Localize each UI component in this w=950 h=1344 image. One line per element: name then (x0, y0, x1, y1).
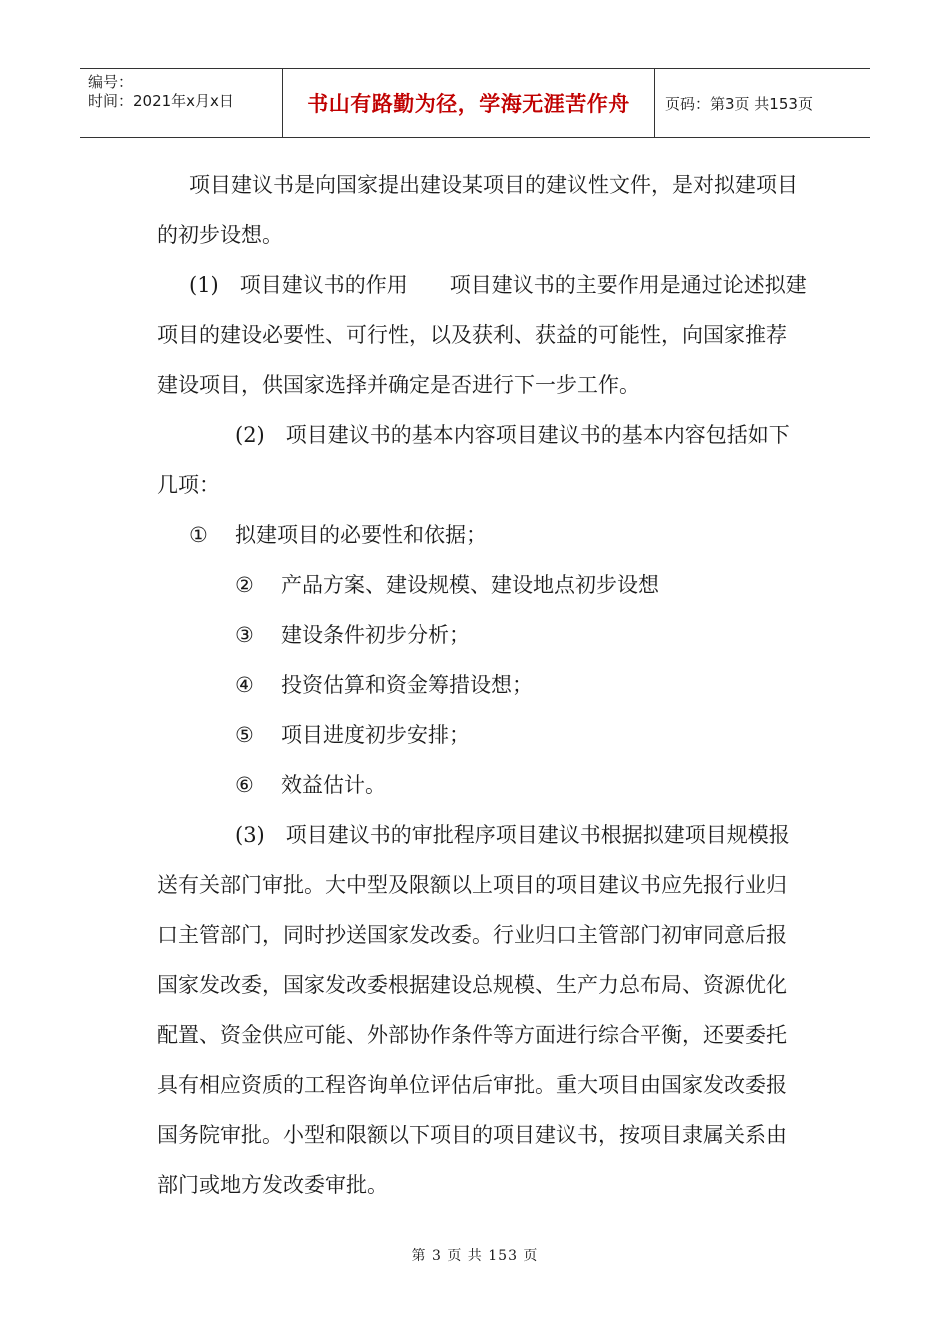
list-marker: ⑤ (235, 723, 254, 747)
list-marker: ① (189, 523, 208, 547)
list-item-text: 投资估算和资金筹措设想； (281, 673, 533, 697)
list-marker: ② (235, 573, 254, 597)
list-item (157, 660, 807, 710)
intro-paragraph: 项目建议书是向国家提出建设某项目的建议性文件，是对拟建项目的初步设想。 (157, 173, 798, 247)
doc-number-label: 编号： (88, 73, 134, 91)
time-label: 时间：2021年x月x日 (88, 92, 234, 110)
list-item (157, 710, 807, 760)
section-2-paragraph: (2) 项目建议书的基本内容项目建议书的基本内容包括如下几项： (157, 423, 790, 497)
list-item (157, 760, 807, 810)
list-item-text: 效益估计。 (281, 773, 386, 797)
section-3-paragraph: (3) 项目建议书的审批程序项目建议书根据拟建项目规模报送有关部门审批。大中型及限额以上项目的项目建议书应先报行业归口主管部门，同时抄送国家发改委。行业归口主管部门初审同意后报国家发改委，国家发改委根据建设总规模、生产力总布局、资源优化配置、资金供应可能、外部协作条件等方面进行综合平衡，还要委托具有相应资质的工程咨询单位评估后审批。重大项目由国家发改委报国务院审批。小型和限额以下项目的项目建议书，按项目隶属关系由部门或地方发改委审批。 (157, 823, 790, 1197)
section-1-heading: (1) 项目建议书的作用 (189, 273, 408, 297)
list-marker: ④ (235, 673, 254, 697)
list-item (157, 560, 807, 610)
section-1-text: 项目建议书的主要作用是通过论述拟建项目的建设必要性、可行性，以及获利、获益的可能性，向国家推荐建设项目，供国家选择并确定是否进行下一步工作。 (157, 273, 807, 397)
list-item-text: 产品方案、建设规模、建设地点初步设想 (281, 573, 659, 597)
page-header (80, 68, 870, 138)
header-motto: 书山有路勤为径，学海无涯苦作舟 (283, 69, 655, 137)
header-meta (80, 69, 283, 137)
list-item-text: 建设条件初步分析； (281, 623, 470, 647)
list-marker: ③ (235, 623, 254, 647)
list-item-text: 拟建项目的必要性和依据； (235, 523, 487, 547)
list-item-text: 项目进度初步安排； (281, 723, 470, 747)
page-footer: 第 3 页 共 153 页 (411, 1248, 539, 1264)
list-item (157, 610, 807, 660)
document-body (157, 160, 807, 1210)
section-1-paragraph (157, 260, 807, 410)
list-item (157, 510, 807, 560)
header-page-info: 页码：第3页 共153页 (665, 94, 813, 113)
list-marker: ⑥ (235, 773, 254, 797)
